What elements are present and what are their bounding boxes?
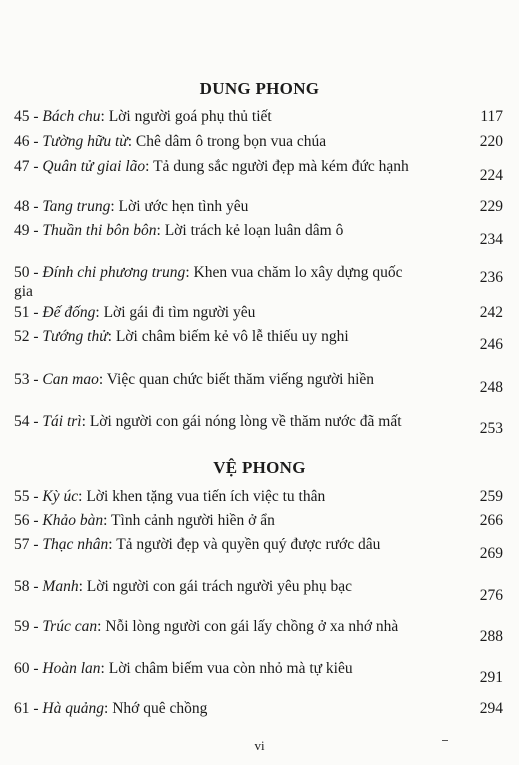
entry-title: Tang trung <box>42 198 111 215</box>
toc-entry-52: 52 - Tướng thử: Lời châm biếm kẻ vô lễ thiếu uy nghi 246 <box>14 328 503 353</box>
toc-entry-60: 60 - Hoàn lan: Lời châm biếm vua còn nhỏ mà tự kiêu 291 <box>14 660 503 686</box>
page-footer-number: vi <box>254 738 265 753</box>
entry-page-number: 259 <box>479 488 503 505</box>
section-title-ve-phong: VỆ PHONG <box>213 458 306 477</box>
entry-description: Lời châm biếm kẻ vô lễ thiếu uy nghi <box>115 328 349 345</box>
entry-description: Lời người goá phụ thủ tiết <box>108 108 272 125</box>
entry-page-number: 220 <box>479 133 503 150</box>
entry-number: 61 <box>14 700 30 717</box>
section-title-dung-phong: DUNG PHONG <box>199 79 320 98</box>
entry-number: 58 <box>14 578 30 595</box>
toc-entry-53: 53 - Can mao: Việc quan chức biết thăm viếng người hiền 248 <box>14 371 503 396</box>
entry-title: Tái trì <box>42 413 82 430</box>
entry-title: Thuần thi bôn bôn <box>42 222 157 239</box>
entry-title: Tướng thử <box>42 328 108 345</box>
entry-title: Đế đống <box>42 304 96 321</box>
entry-title: Thạc nhân <box>42 536 109 553</box>
toc-entry-45: 45 - Bách chu: Lời người goá phụ thủ tiết 117 <box>14 108 503 125</box>
entry-page-number: 291 <box>479 669 503 686</box>
entry-title: Hoàn lan <box>42 660 101 677</box>
toc-entry-51: 51 - Đế đống: Lời gái đi tìm người yêu 242 <box>14 304 503 321</box>
entry-description: Tả dung sắc người đẹp mà kém đức hạnh <box>153 158 409 175</box>
entry-description: Lời người con gái nóng lòng về thăm nước đã mất <box>89 413 402 430</box>
entry-page-number: 229 <box>479 198 503 215</box>
entry-number: 53 <box>14 371 30 388</box>
entry-page-number: 234 <box>479 231 503 248</box>
entry-number: 47 <box>14 158 30 175</box>
entry-description: Việc quan chức biết thăm viếng người hiền <box>106 371 375 388</box>
entry-description: Nhớ quê chồng <box>112 700 208 717</box>
entry-description: Lời trách kẻ loạn luân dâm ô <box>164 222 344 239</box>
entry-title: Đính chi phương trung <box>42 264 186 281</box>
entry-page-number: 117 <box>480 108 503 125</box>
toc-entry-50: 50 - Đính chi phương trung: Khen vua chăm lo xây dựng quốc gia 236 <box>14 264 503 300</box>
entry-description: Lời châm biếm vua còn nhỏ mà tự kiêu <box>108 660 353 677</box>
toc-entry-49: 49 - Thuần thi bôn bôn: Lời trách kẻ loạn luân dâm ô 234 <box>14 222 503 248</box>
entry-title: Khảo bàn <box>42 512 104 529</box>
entry-page-number: 266 <box>479 512 503 529</box>
entry-number: 45 <box>14 108 30 125</box>
toc-entry-56: 56 - Khảo bàn: Tình cảnh người hiền ở ẩn 266 <box>14 512 503 529</box>
entry-page-number: 248 <box>479 379 503 396</box>
entry-number: 49 <box>14 222 30 239</box>
entry-number: 52 <box>14 328 30 345</box>
entry-number: 51 <box>14 304 30 321</box>
entry-description: Lời ước hẹn tình yêu <box>118 198 249 215</box>
stray-print-mark <box>442 740 448 741</box>
toc-entry-58: 58 - Manh: Lời người con gái trách người yêu phụ bạc 276 <box>14 578 503 604</box>
entry-number: 57 <box>14 536 30 553</box>
entry-page-number: 276 <box>479 587 503 604</box>
entry-number: 59 <box>14 618 30 635</box>
toc-entry-48: 48 - Tang trung: Lời ước hẹn tình yêu 229 <box>14 198 503 215</box>
entry-number: 55 <box>14 488 30 505</box>
entry-description: Lời gái đi tìm người yêu <box>103 304 256 321</box>
entry-description: Tình cảnh người hiền ở ẩn <box>111 512 275 529</box>
toc-entry-57: 57 - Thạc nhân: Tả người đẹp và quyền quý được rước dâu 269 <box>14 536 503 562</box>
entry-page-number: 242 <box>479 304 503 321</box>
entry-title: Trúc can <box>42 618 98 635</box>
entry-number: 54 <box>14 413 30 430</box>
entry-number: 48 <box>14 198 30 215</box>
entry-page-number: 253 <box>479 420 503 437</box>
entry-page-number: 269 <box>479 545 503 562</box>
entry-title: Manh <box>42 578 79 595</box>
entry-page-number: 246 <box>479 336 503 353</box>
entry-description: Nỗi lòng người con gái lấy chồng ở xa nhớ nhà <box>105 618 399 635</box>
entry-description: Lời người con gái trách người yêu phụ bạc <box>86 578 352 595</box>
entry-number: 46 <box>14 133 30 150</box>
entry-description: Khen vua chăm lo xây dựng quốc gia <box>14 264 403 300</box>
entry-title: Bách chu <box>42 108 101 125</box>
toc-entry-54: 54 - Tái trì: Lời người con gái nóng lòng về thăm nước đã mất 253 <box>14 413 503 437</box>
toc-entry-47: 47 - Quân tử giai lão: Tả dung sắc người đẹp mà kém đức hạnh 224 <box>14 158 503 184</box>
entry-number: 60 <box>14 660 30 677</box>
entry-description: Lời khen tặng vua tiến ích việc tu thân <box>86 488 326 505</box>
toc-entry-46: 46 - Tường hữu từ: Chê dâm ô trong bọn vua chúa 220 <box>14 133 503 150</box>
entry-title: Quân tử giai lão <box>42 158 146 175</box>
toc-entry-59: 59 - Trúc can: Nỗi lòng người con gái lấy chồng ở xa nhớ nhà 288 <box>14 618 503 645</box>
entry-page-number: 236 <box>479 269 503 286</box>
entry-number: 56 <box>14 512 30 529</box>
entry-title: Can mao <box>42 371 99 388</box>
entry-page-number: 294 <box>479 700 503 717</box>
entry-description: Tả người đẹp và quyền quý được rước dâu <box>116 536 381 553</box>
toc-entry-55: 55 - Kỳ úc: Lời khen tặng vua tiến ích việc tu thân 259 <box>14 488 503 505</box>
entry-title: Tường hữu từ <box>42 133 128 150</box>
toc-entry-61: 61 - Hà quảng: Nhớ quê chồng 294 <box>14 700 503 717</box>
entry-page-number: 224 <box>479 167 503 184</box>
entry-title: Hà quảng <box>42 700 104 717</box>
entry-title: Kỳ úc <box>42 488 79 505</box>
entry-description: Chê dâm ô trong bọn vua chúa <box>135 133 327 150</box>
entry-number: 50 <box>14 264 30 281</box>
entry-page-number: 288 <box>479 628 503 645</box>
